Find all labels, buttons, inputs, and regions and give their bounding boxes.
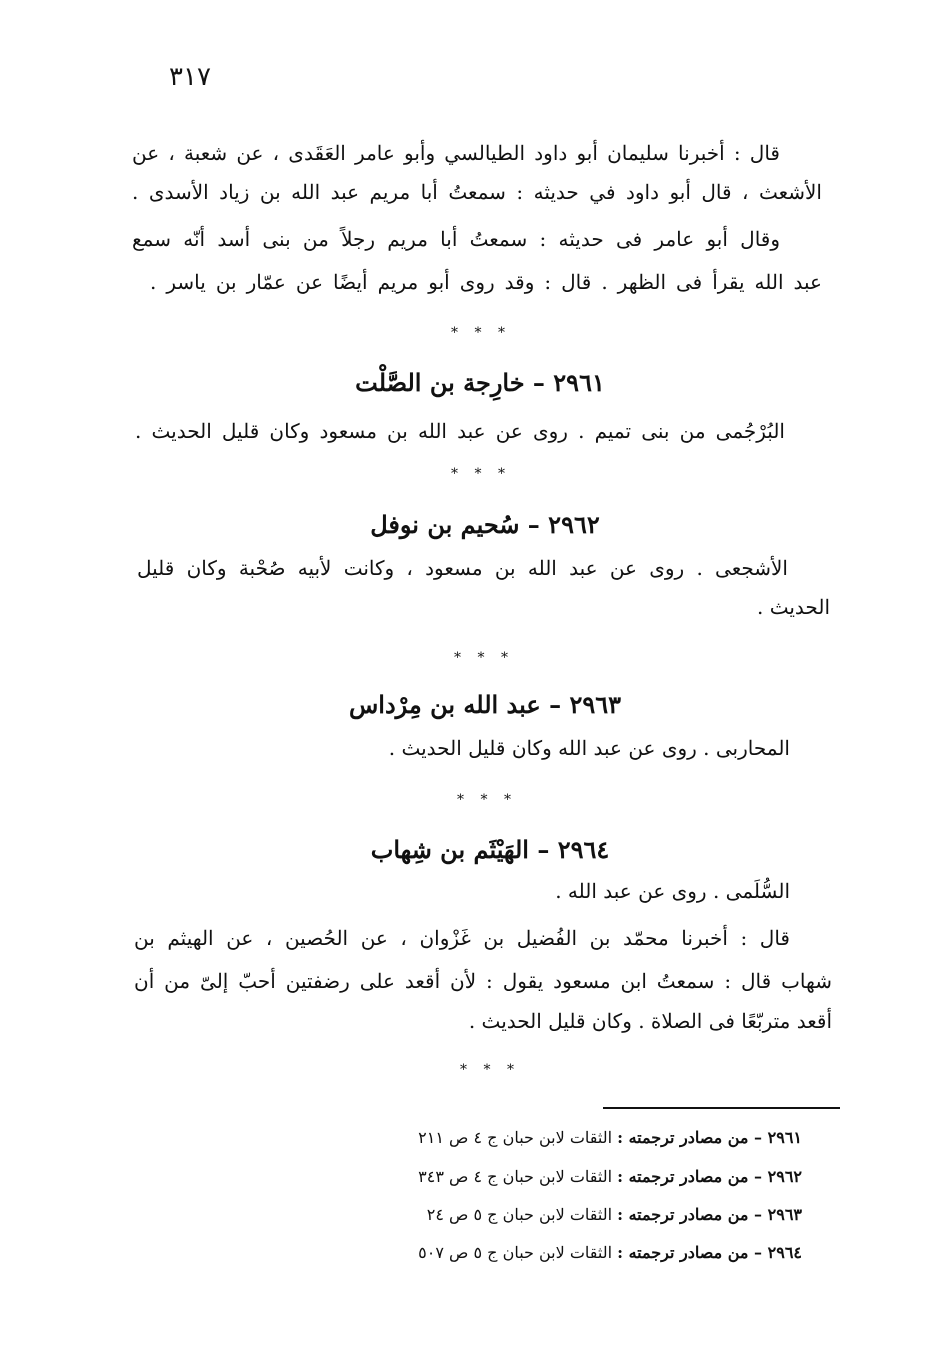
entry-heading-2963: ٢٩٦٣ – عبد الله بن مِرْداس bbox=[349, 690, 621, 719]
footnote-rule bbox=[603, 1107, 840, 1109]
separator-5: * * * bbox=[460, 1062, 520, 1078]
page-number: ٣١٧ bbox=[169, 62, 211, 92]
intro-line-1: قال : أخبرنا سليمان أبو داود الطيالسي وأبو عامر العَقَدى ، عن شعبة ، عن bbox=[132, 141, 780, 165]
footnote-2962-label: ٢٩٦٢ – من مصادر ترجمته : bbox=[617, 1167, 802, 1186]
entry-2963-line-1: المحاربى . روى عن عبد الله وكان قليل الحديث . bbox=[388, 736, 790, 760]
entry-heading-2962: ٢٩٦٢ – سُحيم بن نوفل bbox=[370, 510, 600, 539]
entry-2962-line-1: الأشجعى . روى عن عبد الله بن مسعود ، وكانت لأبيه صُحْبة وكان قليل bbox=[137, 556, 788, 580]
separator-3: * * * bbox=[454, 650, 514, 666]
footnote-2961 bbox=[300, 1124, 802, 1152]
entry-heading-2961: ٢٩٦١ – خارِجة بن الصَّلْت bbox=[355, 368, 605, 397]
separator-4: * * * bbox=[457, 792, 517, 808]
intro-line-2: الأشعث ، قال أبو داود في حديثه : سمعتُ أبا مريم عبد الله بن زياد الأسدى . bbox=[132, 180, 822, 204]
entry-2962-line-2: الحديث . bbox=[757, 595, 830, 619]
intro-line-4: عبد الله يقرأ فى الظهر . قال : وقد روى أبو مريم أيضًا عن عمّار بن ياسر . bbox=[150, 270, 822, 294]
intro-line-3: وقال أبو عامر فى حديثه : سمعتُ أبا مريم رجلاً من بنى أسد أنّه سمع bbox=[132, 227, 780, 251]
entry-heading-2964: ٢٩٦٤ – الهَيْثَم بن شِهاب bbox=[370, 835, 610, 864]
footnote-2964-label: ٢٩٦٤ – من مصادر ترجمته : bbox=[617, 1243, 802, 1262]
entry-2964-line-4: أقعد متربّعًا فى الصلاة . وكان قليل الحديث . bbox=[468, 1009, 832, 1033]
entry-2964-line-1: السُّلَمى . روى عن عبد الله . bbox=[555, 879, 790, 903]
footnote-2961-label: ٢٩٦١ – من مصادر ترجمته : bbox=[617, 1128, 802, 1147]
footnote-2963-source: الثقات لابن حبان ج ٥ ص ٢٤ bbox=[426, 1205, 613, 1224]
footnote-2961-source: الثقات لابن حبان ج ٤ ص ٢١١ bbox=[418, 1128, 613, 1147]
entry-2964-line-3: شهاب قال : سمعتُ ابن مسعود يقول : لأن أقعد على رضفتين أحبّ إلىّ من أن bbox=[134, 969, 832, 993]
footnote-2962-source: الثقات لابن حبان ج ٤ ص ٣٤٣ bbox=[418, 1167, 613, 1186]
footnote-2963-label: ٢٩٦٣ – من مصادر ترجمته : bbox=[617, 1205, 802, 1224]
separator-2: * * * bbox=[451, 466, 511, 482]
separator-1: * * * bbox=[451, 325, 511, 341]
entry-2964-line-2: قال : أخبرنا محمّد بن الفُضيل بن غَزْوان ، عن الحُصين ، عن الهيثم بن bbox=[134, 926, 790, 950]
footnote-2964 bbox=[300, 1239, 802, 1267]
footnote-2962 bbox=[300, 1163, 802, 1191]
footnote-2964-source: الثقات لابن حبان ج ٥ ص ٥٠٧ bbox=[418, 1243, 613, 1262]
entry-2961-line-1: البُرْجُمى من بنى تميم . روى عن عبد الله بن مسعود وكان قليل الحديث . bbox=[135, 419, 785, 443]
footnote-2963 bbox=[300, 1201, 802, 1229]
